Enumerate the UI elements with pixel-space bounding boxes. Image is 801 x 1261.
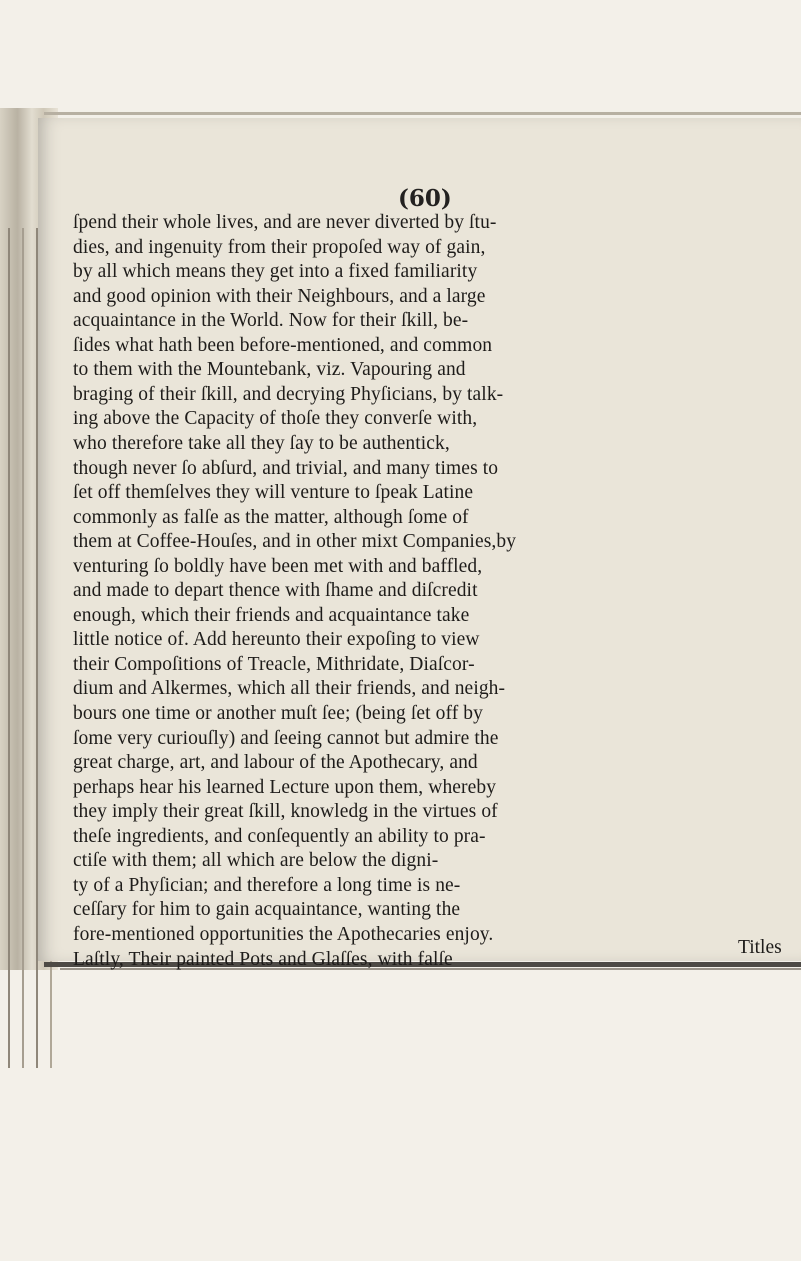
text-line: Laſtly, Their painted Pots and Glaſſes, with falſe	[73, 948, 453, 970]
text-line: commonly as falſe as the matter, although ſome of	[73, 506, 469, 528]
text-line: theſe ingredients, and conſequently an ability to pra-	[73, 825, 486, 847]
text-line: their Compoſitions of Treacle, Mithridate, Diaſcor-	[73, 653, 475, 675]
text-line: enough, which their friends and acquaintance take	[73, 604, 470, 626]
text-line: dium and Alkermes, which all their friends, and neigh-	[73, 678, 506, 700]
gutter-shadow-line	[8, 228, 10, 1068]
text-line: acquaintance in the World. Now for their ſkill, be-	[73, 310, 469, 332]
page-top-edge	[44, 112, 801, 115]
text-line: little notice of. Add hereunto their expoſing to view	[73, 629, 480, 651]
text-line: ſides what hath been before-mentioned, and common	[73, 334, 493, 356]
catchword: Titles	[738, 937, 782, 958]
gutter-shadow-line	[22, 228, 24, 1068]
text-line: ſet off themſelves they will venture to ſpeak Latine	[73, 482, 474, 504]
text-line: ty of a Phyſician; and therefore a long time is ne-	[73, 874, 461, 896]
text-line: they imply their great ſkill, knowledg in the virtues of	[73, 801, 498, 823]
text-line: by all which means they get into a fixed familiarity	[73, 261, 478, 283]
text-line: and made to depart thence with ſhame and diſcredit	[73, 580, 478, 602]
text-line: though never ſo abſurd, and trivial, and many times to	[73, 457, 499, 479]
text-line: who therefore take all they ſay to be authentick,	[73, 432, 450, 454]
text-line: great charge, art, and labour of the Apothecary, and	[73, 752, 478, 774]
text-line: ceſſary for him to gain acquaintance, wanting the	[73, 899, 461, 921]
text-line: dies, and ingenuity from their propoſed way of gain,	[73, 236, 486, 258]
text-line: to them with the Mountebank, viz. Vapouring and	[73, 359, 466, 381]
text-line: and good opinion with their Neighbours, and a large	[73, 285, 486, 307]
text-line: perhaps hear his learned Lecture upon them, whereby	[73, 776, 497, 798]
text-line: fore-mentioned opportunities the Apothecaries enjoy.	[73, 923, 494, 945]
text-line: braging of their ſkill, and decrying Phyſicians, by talk-	[73, 383, 504, 405]
text-line: ing above the Capacity of thoſe they converſe with,	[73, 408, 478, 430]
text-line: venturing ſo boldly have been met with and baffled,	[73, 555, 483, 577]
page-number: (60)	[398, 185, 452, 212]
text-line: ſpend their whole lives, and are never diverted by ſtu-	[73, 212, 497, 233]
text-line: them at Coffee-Houſes, and in other mixt Companies,by	[73, 531, 517, 553]
text-line: bours one time or another muſt ſee; (being ſet off by	[73, 703, 484, 724]
text-line: ctiſe with them; all which are below the digni-	[73, 850, 439, 872]
text-line: ſome very curiouſly) and ſeeing cannot but admire the	[73, 727, 499, 749]
